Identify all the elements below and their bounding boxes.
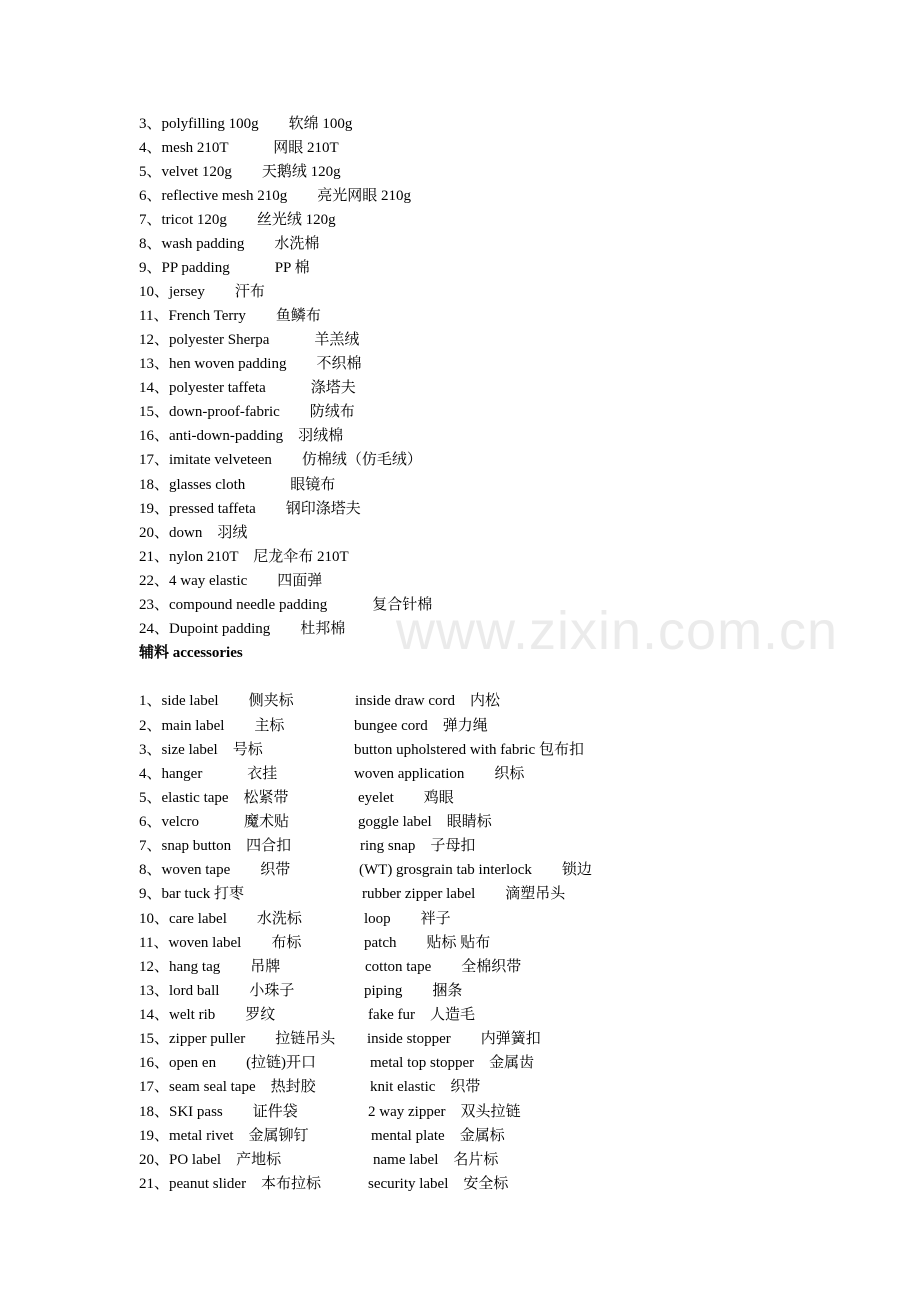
list-item: 1、side label 侧夹标: [139, 693, 294, 709]
list-item: 22、4 way elastic 四面弹: [139, 573, 323, 589]
list-item: 2 way zipper 双头拉链: [368, 1104, 521, 1120]
list-item: 5、elastic tape 松紧带: [139, 790, 289, 806]
list-item: 21、nylon 210T 尼龙伞布 210T: [139, 549, 349, 565]
list-item: 2、main label 主标: [139, 718, 285, 734]
list-item: 12、hang tag 吊牌: [139, 959, 281, 975]
list-item: 14、welt rib 罗纹: [139, 1007, 276, 1023]
list-item: 10、care label 水洗标: [139, 911, 302, 927]
section-heading: 辅料 accessories: [139, 645, 243, 661]
list-item: 3、size label 号标: [139, 742, 263, 758]
list-item: 9、bar tuck 打枣: [139, 886, 244, 902]
list-item: 7、tricot 120g 丝光绒 120g: [139, 212, 336, 228]
list-item: 17、seam seal tape 热封胶: [139, 1079, 316, 1095]
list-item: 8、woven tape 织带: [139, 862, 291, 878]
list-item: 11、woven label 布标: [139, 935, 302, 951]
list-item: 20、PO label 产地标: [139, 1152, 282, 1168]
list-item: name label 名片标: [373, 1152, 499, 1168]
list-item: 8、wash padding 水洗棉: [139, 236, 320, 252]
list-item: 6、reflective mesh 210g 亮光网眼 210g: [139, 188, 412, 204]
list-item: 24、Dupoint padding 杜邦棉: [139, 621, 346, 637]
list-item: 4、mesh 210T 网眼 210T: [139, 140, 339, 156]
list-item: 14、polyester taffeta 涤塔夫: [139, 380, 356, 396]
list-item: inside stopper 内弹簧扣: [367, 1031, 541, 1047]
list-item: piping 捆条: [364, 983, 463, 999]
list-item: 21、peanut slider 本布拉标: [139, 1176, 322, 1192]
list-item: (WT) grosgrain tab interlock 锁边: [359, 862, 592, 878]
list-item: 11、French Terry 鱼鳞布: [139, 308, 321, 324]
list-item: 19、pressed taffeta 钢印涤塔夫: [139, 501, 361, 517]
list-item: mental plate 金属标: [371, 1128, 505, 1144]
list-item: 6、velcro 魔术贴: [139, 814, 289, 830]
list-item: 16、open en (拉链)开口: [139, 1055, 317, 1071]
list-item: 15、down-proof-fabric 防绒布: [139, 404, 355, 420]
list-item: button upholstered with fabric 包布扣: [354, 742, 584, 758]
list-item: 3、polyfilling 100g 软绵 100g: [139, 116, 353, 132]
list-item: bungee cord 弹力绳: [354, 718, 488, 734]
list-item: knit elastic 织带: [370, 1079, 481, 1095]
list-item: ring snap 子母扣: [360, 838, 476, 854]
list-item: 19、metal rivet 金属铆钉: [139, 1128, 309, 1144]
list-item: 10、jersey 汗布: [139, 284, 265, 300]
list-item: 15、zipper puller 拉链吊头: [139, 1031, 336, 1047]
watermark: www.zixin.com.cn: [396, 601, 839, 661]
list-item: 12、polyester Sherpa 羊羔绒: [139, 332, 360, 348]
list-item: inside draw cord 内松: [355, 693, 500, 709]
list-item: security label 安全标: [368, 1176, 509, 1192]
list-item: metal top stopper 金属齿: [370, 1055, 535, 1071]
list-item: 23、compound needle padding 复合针棉: [139, 597, 433, 613]
list-item: 18、SKI pass 证件袋: [139, 1104, 298, 1120]
list-item: 13、lord ball 小珠子: [139, 983, 295, 999]
list-item: loop 袢子: [364, 911, 451, 927]
list-item: eyelet 鸡眼: [358, 790, 454, 806]
list-item: 18、glasses cloth 眼镜布: [139, 477, 336, 493]
list-item: 17、imitate velveteen 仿棉绒（仿毛绒）: [139, 452, 422, 468]
list-item: rubber zipper label 滴塑吊头: [362, 886, 566, 902]
list-item: 5、velvet 120g 天鹅绒 120g: [139, 164, 341, 180]
list-item: 16、anti-down-padding 羽绒棉: [139, 428, 344, 444]
list-item: 4、hanger 衣挂: [139, 766, 278, 782]
list-item: fake fur 人造毛: [368, 1007, 476, 1023]
list-item: woven application 织标: [354, 766, 525, 782]
list-item: 9、PP padding PP 棉: [139, 260, 310, 276]
list-item: 13、hen woven padding 不织棉: [139, 356, 362, 372]
list-item: goggle label 眼睛标: [358, 814, 492, 830]
list-item: cotton tape 全棉织带: [365, 959, 522, 975]
list-item: 20、down 羽绒: [139, 525, 248, 541]
list-item: 7、snap button 四合扣: [139, 838, 292, 854]
list-item: patch 贴标 贴布: [364, 935, 491, 951]
